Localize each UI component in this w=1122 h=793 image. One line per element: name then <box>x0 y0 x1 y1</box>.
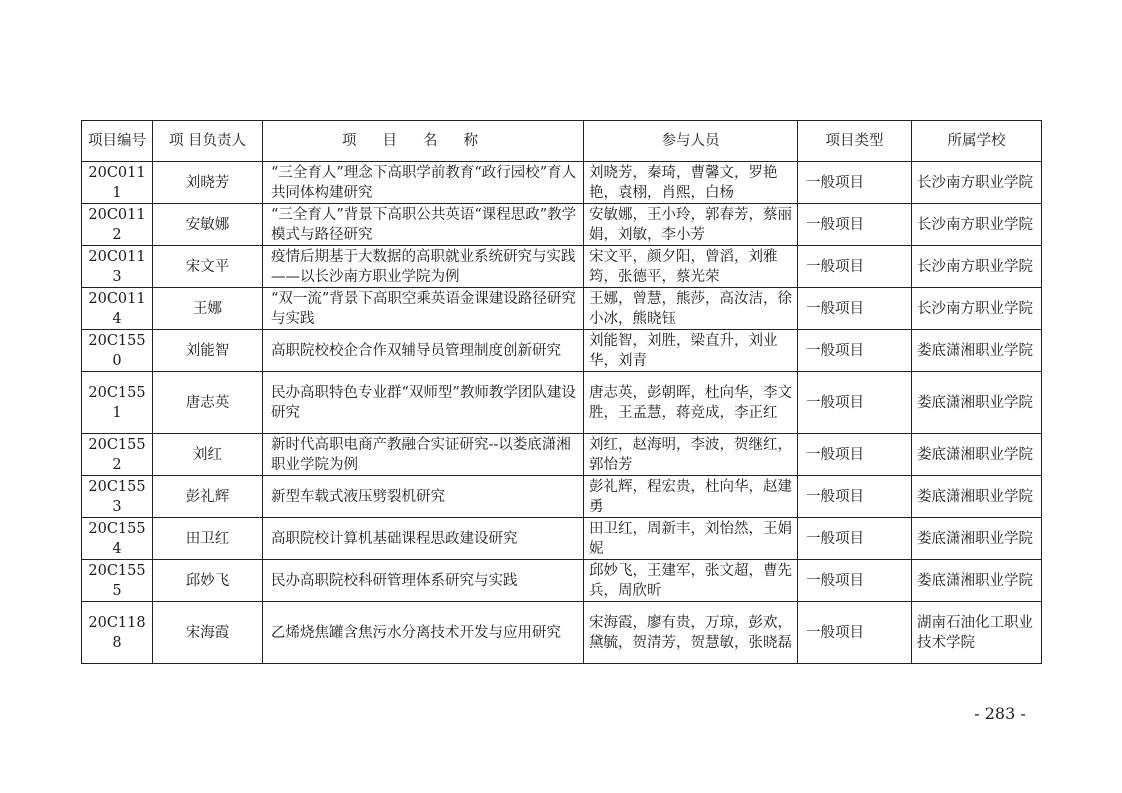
page-number: - 283 - <box>974 704 1026 723</box>
members-cell: 邱妙飞，王建军，张文超，曹先兵，周欣昕 <box>584 560 798 602</box>
school-cell: 娄底潇湘职业学院 <box>912 518 1042 560</box>
project-leader-cell: 王娜 <box>153 288 263 330</box>
project-id-cell: 20C0113 <box>82 246 153 288</box>
members-cell: 刘能智，刘胜，梁直升，刘业华，刘青 <box>584 330 798 372</box>
header-school: 所属学校 <box>912 121 1042 162</box>
school-cell: 长沙南方职业学院 <box>912 162 1042 204</box>
project-leader-cell: 安敏娜 <box>153 204 263 246</box>
project-name-cell: 高职院校计算机基础课程思政建设研究 <box>263 518 584 560</box>
project-id-cell: 20C1555 <box>82 560 153 602</box>
project-type-cell: 一般项目 <box>798 434 912 476</box>
header-project-type: 项目类型 <box>798 121 912 162</box>
school-cell: 长沙南方职业学院 <box>912 246 1042 288</box>
project-id-cell: 20C1554 <box>82 518 153 560</box>
header-project-name: 项目名称 <box>263 121 584 162</box>
project-leader-cell: 唐志英 <box>153 372 263 434</box>
project-type-cell: 一般项目 <box>798 204 912 246</box>
project-type-cell: 一般项目 <box>798 476 912 518</box>
project-name-cell: 新型车载式液压劈裂机研究 <box>263 476 584 518</box>
header-project-id: 项目编号 <box>82 121 153 162</box>
table-row <box>82 330 1042 372</box>
school-cell: 娄底潇湘职业学院 <box>912 476 1042 518</box>
project-name-cell: 乙烯烧焦罐含焦污水分离技术开发与应用研究 <box>263 602 584 664</box>
projects-table <box>81 120 1042 664</box>
school-cell: 湖南石油化工职业技术学院 <box>912 602 1042 664</box>
table-row <box>82 434 1042 476</box>
members-cell: 田卫红，周新丰，刘怡然，王娟妮 <box>584 518 798 560</box>
project-leader-cell: 宋海霞 <box>153 602 263 664</box>
project-leader-cell: 刘红 <box>153 434 263 476</box>
project-name-cell: “三全育人”背景下高职公共英语“课程思政”教学模式与路径研究 <box>263 204 584 246</box>
header-row <box>82 121 1042 162</box>
members-cell: 刘晓芳，秦琦，曹馨文，罗艳艳，袁栩，肖熙，白杨 <box>584 162 798 204</box>
table-row <box>82 602 1042 664</box>
project-name-cell: 民办高职特色专业群“双师型”教师教学团队建设研究 <box>263 372 584 434</box>
project-id-cell: 20C1551 <box>82 372 153 434</box>
members-cell: 安敏娜，王小玲，郭春芳，蔡丽娟，刘敏，李小芳 <box>584 204 798 246</box>
project-name-cell: “双一流”背景下高职空乘英语金课建设路径研究与实践 <box>263 288 584 330</box>
table-row <box>82 560 1042 602</box>
school-cell: 娄底潇湘职业学院 <box>912 434 1042 476</box>
table-row <box>82 288 1042 330</box>
project-type-cell: 一般项目 <box>798 372 912 434</box>
members-cell: 唐志英，彭朝晖，杜向华，李文胜，王孟慧，蒋竞成，李正红 <box>584 372 798 434</box>
project-id-cell: 20C0114 <box>82 288 153 330</box>
project-id-cell: 20C1553 <box>82 476 153 518</box>
school-cell: 长沙南方职业学院 <box>912 288 1042 330</box>
project-type-cell: 一般项目 <box>798 518 912 560</box>
project-type-cell: 一般项目 <box>798 246 912 288</box>
table-row <box>82 246 1042 288</box>
members-cell: 宋文平，颜夕阳，曾滔，刘雅筠，张德平，蔡光荣 <box>584 246 798 288</box>
project-leader-cell: 刘晓芳 <box>153 162 263 204</box>
project-id-cell: 20C1188 <box>82 602 153 664</box>
project-leader-cell: 刘能智 <box>153 330 263 372</box>
project-name-cell: 疫情后期基于大数据的高职就业系统研究与实践——以长沙南方职业学院为例 <box>263 246 584 288</box>
table-row <box>82 204 1042 246</box>
project-id-cell: 20C0111 <box>82 162 153 204</box>
project-id-cell: 20C0112 <box>82 204 153 246</box>
project-name-cell: 高职院校校企合作双辅导员管理制度创新研究 <box>263 330 584 372</box>
members-cell: 刘红，赵海明，李波，贺继红，郭怡芳 <box>584 434 798 476</box>
members-cell: 王娜，曾慧，熊莎，高汝洁，徐小冰，熊晓钰 <box>584 288 798 330</box>
project-type-cell: 一般项目 <box>798 162 912 204</box>
table-row <box>82 518 1042 560</box>
project-name-cell: 民办高职院校科研管理体系研究与实践 <box>263 560 584 602</box>
header-members: 参与人员 <box>584 121 798 162</box>
school-cell: 长沙南方职业学院 <box>912 204 1042 246</box>
school-cell: 娄底潇湘职业学院 <box>912 330 1042 372</box>
members-cell: 彭礼辉，程宏贵，杜向华，赵建勇 <box>584 476 798 518</box>
table-body <box>82 162 1042 664</box>
table-row <box>82 476 1042 518</box>
project-id-cell: 20C1550 <box>82 330 153 372</box>
members-cell: 宋海霞，廖有贵，万琼，彭欢，黛毓，贺清芳，贺慧敏，张晓磊 <box>584 602 798 664</box>
project-name-cell: 新时代高职电商产教融合实证研究--以娄底潇湘职业学院为例 <box>263 434 584 476</box>
project-type-cell: 一般项目 <box>798 602 912 664</box>
school-cell: 娄底潇湘职业学院 <box>912 372 1042 434</box>
table-row <box>82 372 1042 434</box>
school-cell: 娄底潇湘职业学院 <box>912 560 1042 602</box>
project-leader-cell: 邱妙飞 <box>153 560 263 602</box>
project-name-cell: “三全育人”理念下高职学前教育“政行园校”育人共同体构建研究 <box>263 162 584 204</box>
project-leader-cell: 彭礼辉 <box>153 476 263 518</box>
project-type-cell: 一般项目 <box>798 288 912 330</box>
project-type-cell: 一般项目 <box>798 330 912 372</box>
project-id-cell: 20C1552 <box>82 434 153 476</box>
project-leader-cell: 田卫红 <box>153 518 263 560</box>
project-type-cell: 一般项目 <box>798 560 912 602</box>
table-row <box>82 162 1042 204</box>
header-project-leader: 项 目负责人 <box>153 121 263 162</box>
project-leader-cell: 宋文平 <box>153 246 263 288</box>
